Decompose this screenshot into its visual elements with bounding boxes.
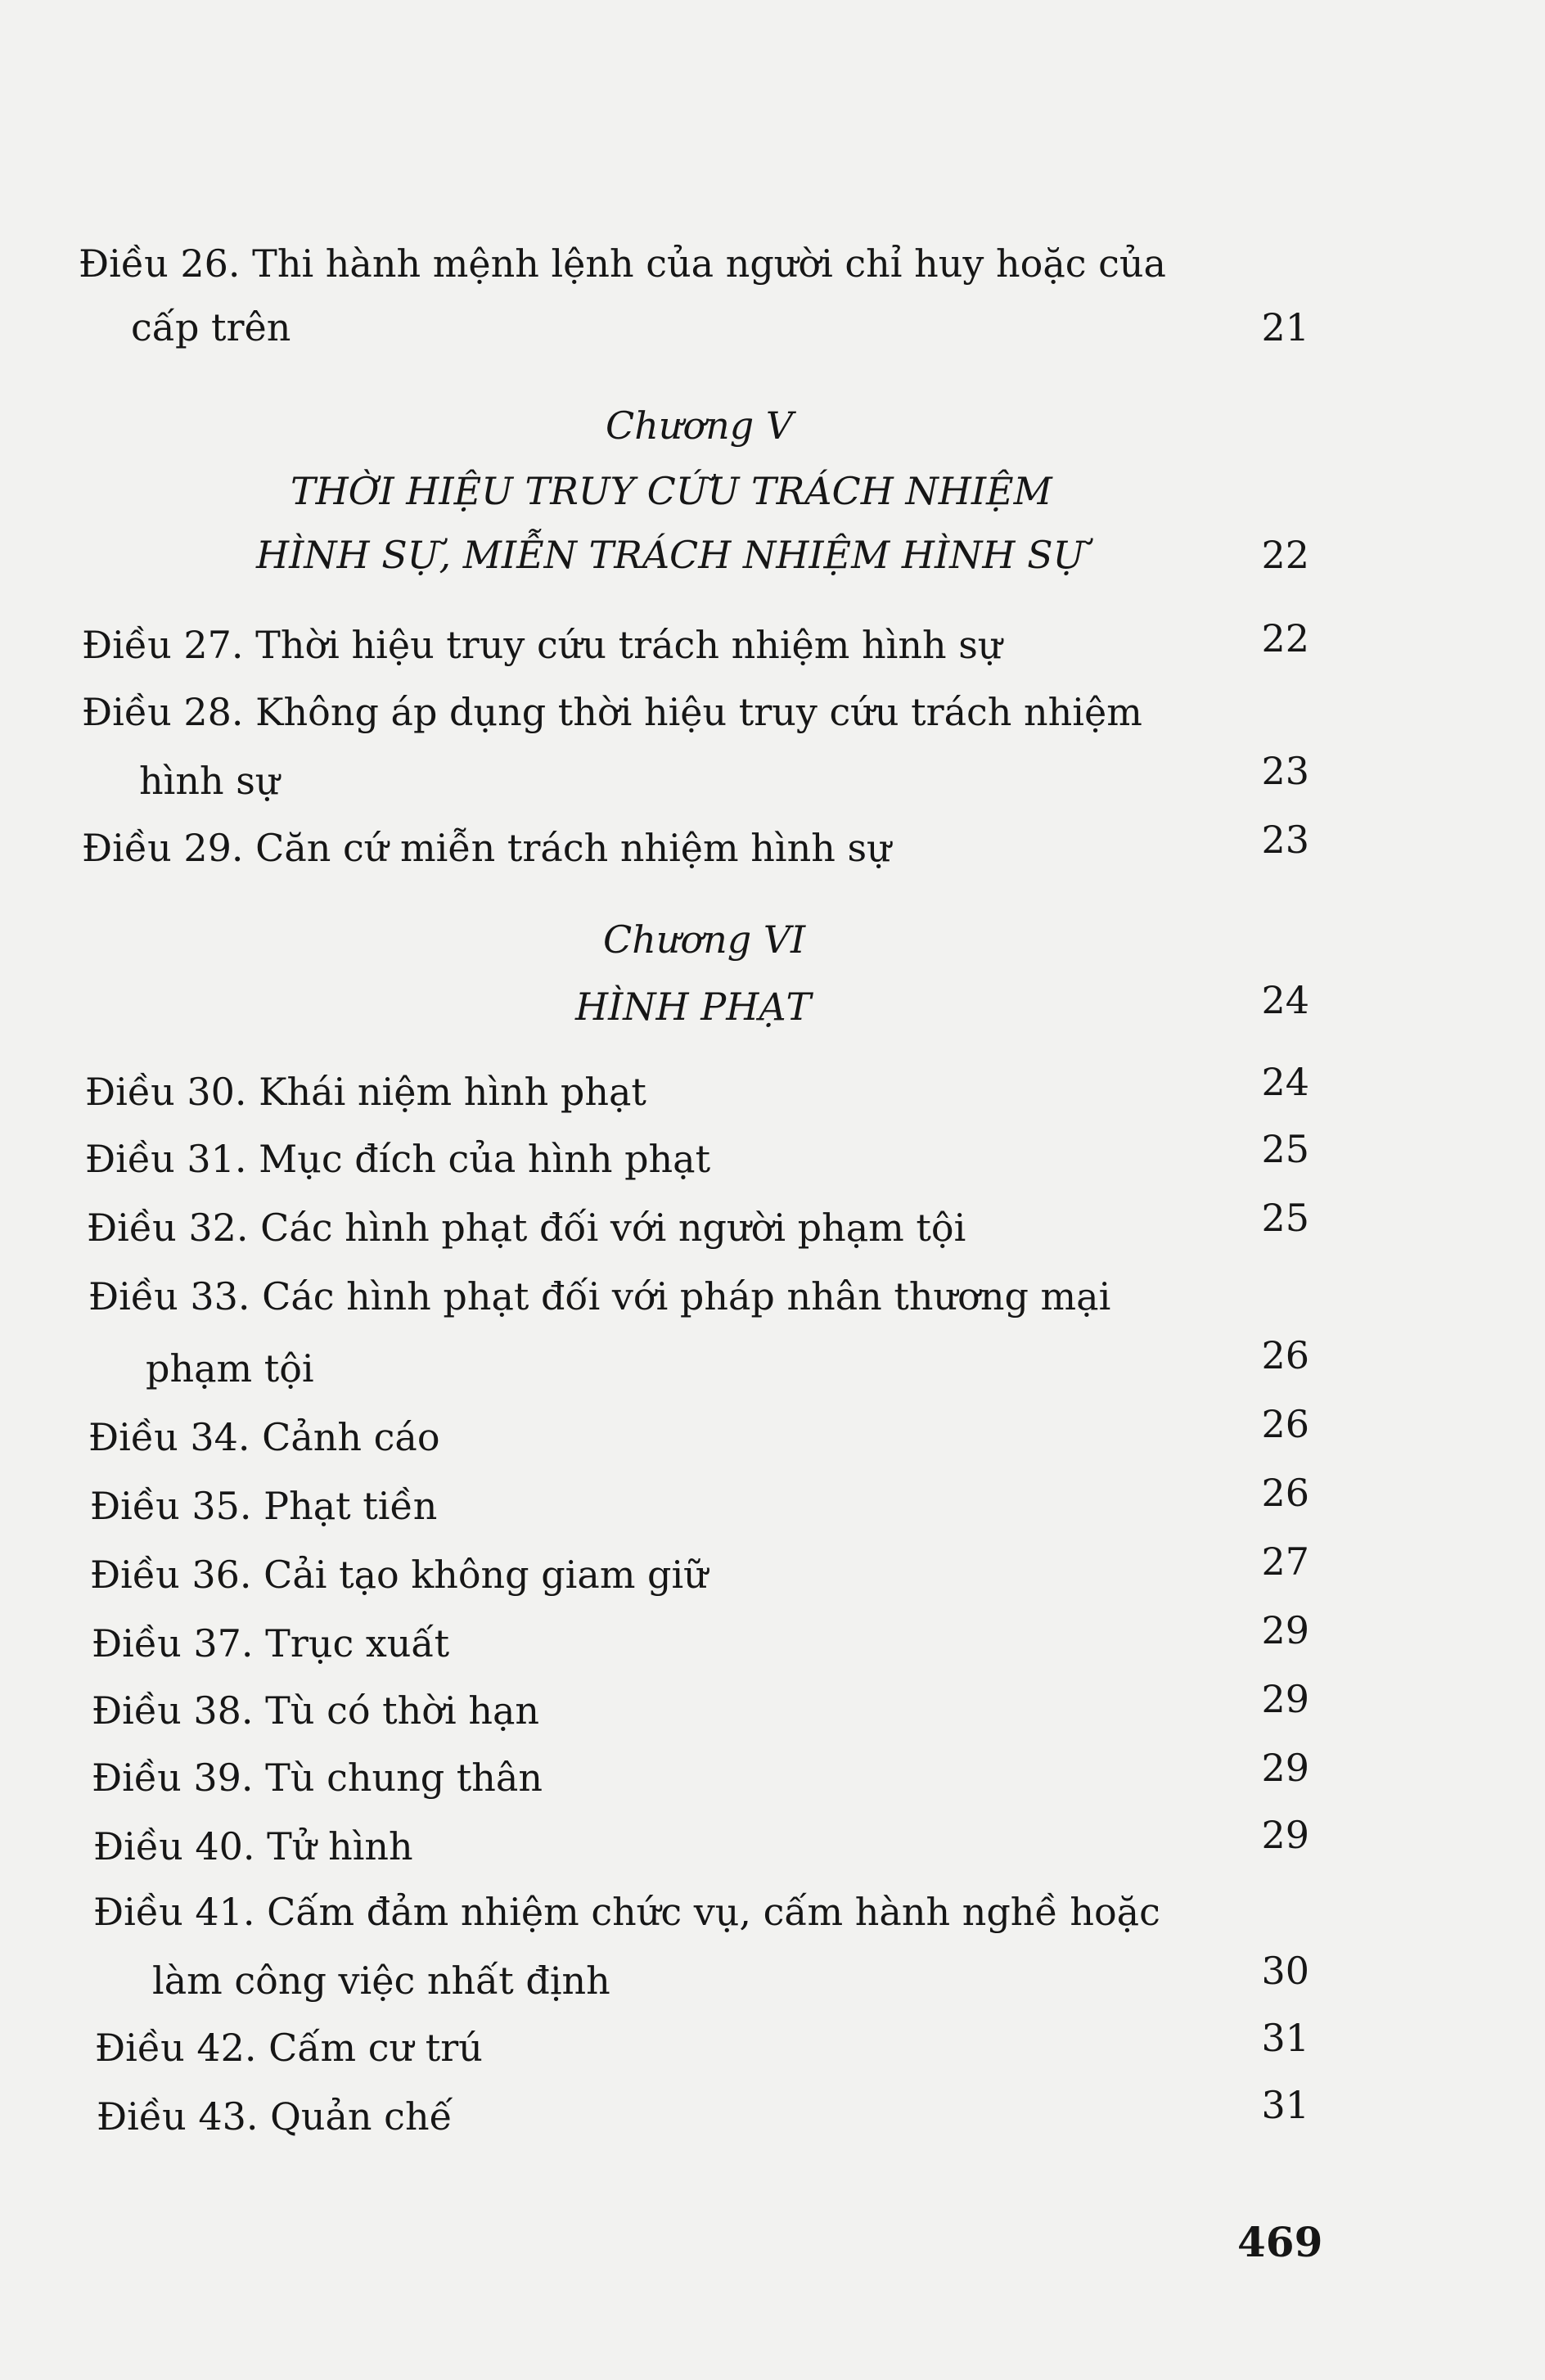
- entry-page-number: 29: [1261, 1608, 1309, 1652]
- entry-page-number: 24: [1261, 1060, 1309, 1104]
- entry-title: Điều 34. Cảnh cáo: [88, 1415, 440, 1459]
- entry-title-continued: cấp trên: [131, 305, 291, 349]
- chapter-label: Chương VI: [603, 917, 806, 962]
- entry-title: Điều 35. Phạt tiền: [90, 1484, 438, 1528]
- entry-page-number: 21: [1261, 305, 1309, 349]
- entry-page-number: 26: [1261, 1333, 1309, 1377]
- entry-title-continued: hình sự: [139, 759, 280, 803]
- entry-title: Điều 39. Tù chung thân: [92, 1756, 543, 1800]
- chapter-page-number: 24: [1261, 978, 1309, 1022]
- entry-page-number: 26: [1261, 1471, 1309, 1515]
- entry-page-number: 26: [1261, 1402, 1309, 1446]
- entry-page-number: 25: [1261, 1127, 1309, 1171]
- entry-title: Điều 33. Các hình phạt đối với pháp nhân thương mại: [88, 1274, 1111, 1318]
- entry-page-number: 30: [1261, 1949, 1309, 1993]
- page-number: 469: [1237, 2218, 1323, 2266]
- entry-page-number: 23: [1261, 818, 1309, 862]
- entry-title: Điều 42. Cấm cư trú: [95, 2026, 483, 2070]
- entry-title: Điều 28. Không áp dụng thời hiệu truy cứu trách nhiệm: [82, 690, 1142, 734]
- entry-title: Điều 27. Thời hiệu truy cứu trách nhiệm hình sự: [82, 623, 1002, 667]
- entry-title: Điều 38. Tù có thời hạn: [92, 1688, 539, 1733]
- entry-title: Điều 30. Khái niệm hình phạt: [85, 1070, 646, 1114]
- entry-title: Điều 40. Tử hình: [93, 1824, 413, 1868]
- entry-title: Điều 37. Trục xuất: [92, 1621, 450, 1666]
- entry-page-number: 25: [1261, 1196, 1309, 1240]
- chapter-page-number: 22: [1261, 533, 1309, 577]
- entry-title: Điều 29. Căn cứ miễn trách nhiệm hình sự: [82, 826, 891, 870]
- chapter-title-continued: HÌNH SỰ, MIỄN TRÁCH NHIỆM HÌNH SỰ: [256, 533, 1085, 577]
- entry-title: Điều 41. Cấm đảm nhiệm chức vụ, cấm hành nghề hoặc: [93, 1890, 1160, 1934]
- chapter-title: THỜI HIỆU TRUY CỨU TRÁCH NHIỆM: [291, 469, 1052, 513]
- entry-page-number: 29: [1261, 1677, 1309, 1721]
- entry-page-number: 23: [1261, 749, 1309, 793]
- chapter-label: Chương V: [606, 403, 794, 448]
- chapter-title: HÌNH PHẠT: [575, 985, 812, 1029]
- entry-title: Điều 26. Thi hành mệnh lệnh của người chỉ huy hoặc của: [79, 241, 1166, 286]
- entry-page-number: 29: [1261, 1813, 1309, 1857]
- entry-page-number: 31: [1261, 2083, 1309, 2127]
- entry-title-continued: phạm tội: [146, 1346, 314, 1391]
- entry-title: Điều 31. Mục đích của hình phạt: [85, 1137, 711, 1181]
- entry-title: Điều 36. Cải tạo không giam giữ: [90, 1553, 708, 1597]
- entry-page-number: 27: [1261, 1539, 1309, 1584]
- entry-title: Điều 43. Quản chế: [97, 2094, 453, 2139]
- entry-page-number: 22: [1261, 616, 1309, 660]
- entry-page-number: 31: [1261, 2016, 1309, 2060]
- entry-title: Điều 32. Các hình phạt đối với người phạm tội: [87, 1206, 966, 1250]
- entry-title-continued: làm công việc nhất định: [152, 1959, 610, 2003]
- entry-page-number: 29: [1261, 1746, 1309, 1790]
